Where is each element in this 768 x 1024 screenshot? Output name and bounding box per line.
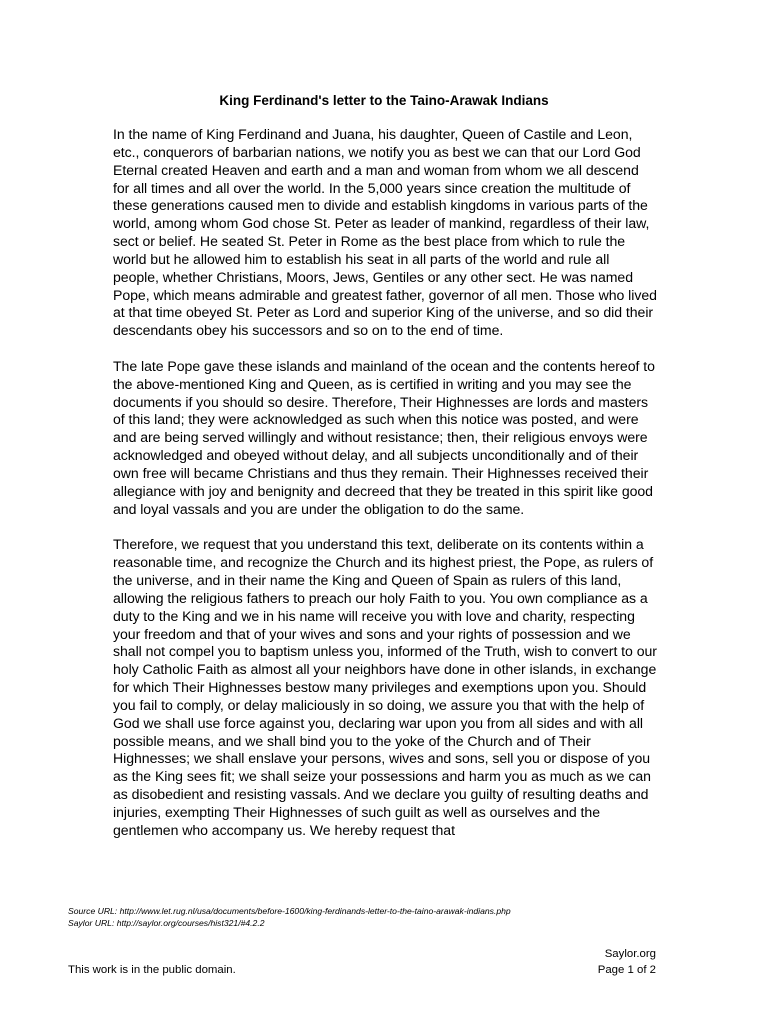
page-footer-right — [598, 947, 656, 978]
publisher-name: Saylor.org — [604, 948, 656, 960]
license-notice: This work is in the public domain. — [68, 964, 236, 976]
page-indicator: Page 1 of 2 — [597, 963, 656, 976]
document-body — [113, 126, 658, 857]
paragraph-1: In the name of King Ferdinand and Juana, his daughter, Queen of Castile and Leon, etc., conquerors of barbarian nations, we notify you as best we can that our Lord God Eternal created Heaven and earth and a man and woman from whom we all descend for all times and all over the world. In the 5,000 years since creation the multitude of these generations caused men to divide and establish kingdoms in various parts of the world, among whom God chose St. Peter as leader of mankind, regardless of their law, sect or belief. He seated St. Peter in Rome as the best place from which to rule the world but he allowed him to establish his seat in all parts of the world and rule all people, whether Christians, Moors, Jews, Gentiles or any other sect. He was named Pope, which means admirable and greatest father, governor of all men. Those who lived at that time obeyed St. Peter as Lord and superior King of the universe, and so did their descendants obey his successors and so on to the end of time. — [113, 126, 657, 339]
paragraph-3: Therefore, we request that you understand this text, deliberate on its contents within a reasonable time, and recognize the Church and its highest priest, the Pope, as rulers of the universe, and in their name the King and Queen of Spain as rulers of this land, allowing the religious fathers to preach our holy Faith to you. You own compliance as a duty to the King and we in his name will receive you with love and charity, respecting your freedom and that of your wives and sons and your rights of possession and we shall not compel you to baptism unless you, informed of the Truth, wish to convert to our holy Catholic Faith as almost all your neighbors have done in other islands, in exchange for which Their Highnesses bestow many privileges and exemptions upon you. Should you fail to comply, or delay maliciously in so doing, we assure you that with the help of God we shall use force against you, declaring war upon you from all sides and with all possible means, and we shall bind you to the yoke of the Church and of Their Highnesses; we shall enslave your persons, wives and sons, sell you or dispose of you as the King sees fit; we shall seize your possessions and harm you as much as we can as disobedient and resisting vassals. And we declare you guilty of resulting deaths and injuries, exempting Their Highnesses of such guilt as well as ourselves and the gentlemen who accompany us. We hereby request that — [113, 536, 657, 838]
source-url: Source URL: http://www.let.rug.nl/usa/documents/before-1600/king-ferdinands-letter-to-the-taino-arawak-indians.php — [68, 906, 511, 916]
document-title: King Ferdinand's letter to the Taino-Arawak Indians — [219, 93, 549, 108]
paragraph-2: The late Pope gave these islands and mainland of the ocean and the contents hereof to the above-mentioned King and Queen, as is certified in writing and you may see the documents if you should so desire. Therefore, Their Highnesses are lords and masters of this land; they were acknowledged as such when this notice was posted, and were and are being served willingly and without resistance; then, their religious envoys were acknowledged and obeyed without delay, and all subjects unconditionally and of their own free will became Christians and thus they remain. Their Highnesses received their allegiance with joy and benignity and decreed that they be treated in this spirit like good and loyal vassals and you are under the obligation to do the same. — [113, 357, 655, 517]
saylor-url: Saylor URL: http://saylor.org/courses/hist321/#4.2.2 — [68, 917, 265, 928]
source-citation — [68, 906, 511, 929]
